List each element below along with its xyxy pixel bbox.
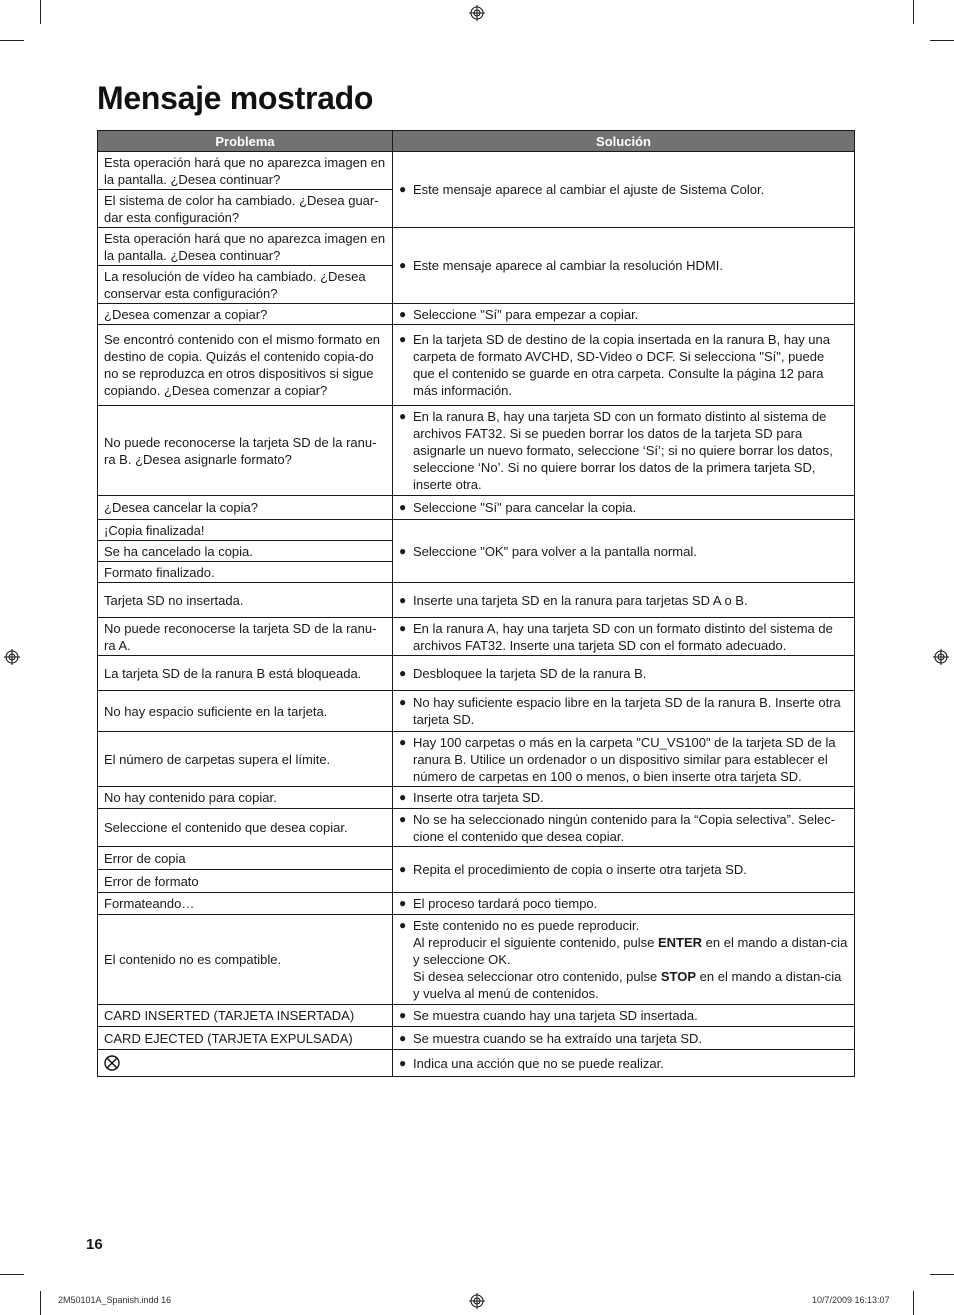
solution-cell: ● En la ranura A, hay una tarjeta SD con un formato distinto del sistema de archivos FAT32. Inserte una tarjeta SD con el formato adecuado.: [393, 618, 855, 656]
table-row: [98, 915, 855, 1005]
registration-mark-icon: [933, 649, 949, 665]
solution-cell: ● Se muestra cuando hay una tarjeta SD insertada.: [393, 1005, 855, 1027]
bullet-icon: ●: [399, 862, 407, 876]
crop-mark: [930, 1274, 954, 1275]
bullet-icon: ●: [399, 734, 407, 749]
table-row: [98, 691, 855, 732]
bullet-icon: ●: [399, 258, 407, 272]
bullet-icon: ●: [399, 306, 407, 321]
table-row: [98, 496, 855, 520]
problem-cell: No puede reconocerse la tarjeta SD de la ranu-ra B. ¿Desea asignarle formato?: [98, 406, 393, 496]
header-problem: Problema: [98, 131, 393, 152]
table-row: [98, 152, 855, 190]
table-row: [98, 304, 855, 325]
footer-filename: 2M50101A_Spanish.indd 16: [58, 1295, 172, 1305]
page-title: Mensaje mostrado: [97, 80, 374, 116]
solution-cell: ● No se ha seleccionado ningún contenido para la “Copia selectiva”. Selec-cione el contenido que desea copiar.: [393, 809, 855, 847]
problem-cell: [98, 1050, 393, 1077]
bullet-icon: ●: [399, 409, 407, 423]
bullet-icon: ●: [399, 1008, 407, 1022]
problem-cell: CARD INSERTED (TARJETA INSERTADA): [98, 1005, 393, 1027]
bullet-icon: ●: [399, 182, 407, 196]
problem-cell: ¿Desea comenzar a copiar?: [98, 304, 393, 325]
bullet-icon: ●: [399, 592, 407, 607]
crop-mark: [40, 0, 41, 24]
bullet-icon: ●: [399, 620, 407, 635]
problem-cell: El contenido no es compatible.: [98, 915, 393, 1005]
header-solution: Solución: [393, 131, 855, 152]
bullet-icon: ●: [399, 665, 407, 680]
problem-cell: La resolución de vídeo ha cambiado. ¿Desea conservar esta configuración?: [98, 266, 393, 304]
table-row: [98, 809, 855, 847]
bullet-icon: ●: [399, 332, 407, 346]
problem-cell: Formato finalizado.: [98, 562, 393, 583]
solution-cell: ● El proceso tardará poco tiempo.: [393, 893, 855, 915]
prohibited-icon: [104, 1055, 120, 1071]
registration-mark-icon: [469, 1293, 485, 1309]
problem-cell: No hay espacio suficiente en la tarjeta.: [98, 691, 393, 732]
problem-cell: Se encontró contenido con el mismo formato en destino de copia. Quizás el contenido copia-do no se reproduzca en otros dispositivos si sigue copiando. ¿Desea comenzar a copiar?: [98, 325, 393, 406]
crop-mark: [930, 40, 954, 41]
solution-cell: ● Indica una acción que no se puede realizar.: [393, 1050, 855, 1077]
solution-cell: ● En la ranura B, hay una tarjeta SD con un formato distinto al sistema de archivos FAT32. Si se pueden borrar los datos de la tarjeta SD para asignarle un nuevo formato, seleccione ‘Sí’; si no quiere borrar los datos, seleccione ‘No’. Si no quiere borrar los datos de la primera tarjeta SD, inserte otra.: [393, 406, 855, 496]
problem-cell: CARD EJECTED (TARJETA EXPULSADA): [98, 1027, 393, 1050]
table-row: [98, 893, 855, 915]
problem-cell: Formateando…: [98, 893, 393, 915]
problem-cell: ¡Copia finalizada!: [98, 520, 393, 541]
crop-mark: [40, 1291, 41, 1315]
table-row: [98, 1050, 855, 1077]
solution-cell: ● Hay 100 carpetas o más en la carpeta "CU_VS100" de la tarjeta SD de la ranura B. Utilice un ordenador o un dispositivo similar para establecer el número de carpetas en 100 o menos, o bien inserte otra tarjeta SD.: [393, 732, 855, 787]
solution-cell: ● Inserte una tarjeta SD en la ranura para tarjetas SD A o B.: [393, 583, 855, 618]
registration-mark-icon: [4, 649, 20, 665]
solution-cell: ● Este mensaje aparece al cambiar la resolución HDMI.: [393, 228, 855, 304]
table-row: [98, 732, 855, 787]
problem-cell: Esta operación hará que no aparezca imagen en la pantalla. ¿Desea continuar?: [98, 228, 393, 266]
messages-table: [97, 130, 855, 1077]
problem-cell: La tarjeta SD de la ranura B está bloqueada.: [98, 656, 393, 691]
table-row: [98, 520, 855, 541]
table-row: [98, 1027, 855, 1050]
table-header-row: [98, 131, 855, 152]
table-row: [98, 406, 855, 496]
bullet-icon: ●: [399, 543, 407, 558]
solution-cell: ● Este contenido no es puede reproducir. Al reproducir el siguiente contenido, pulse ENTER en el mando a distan-cia y seleccione OK. Si desea seleccionar otro contenido, pulse STOP en el mando a distan-cia y vuelva al menú de contenidos.: [393, 915, 855, 1005]
solution-cell: ● Seleccione "Sí" para empezar a copiar.: [393, 304, 855, 325]
bullet-icon: ●: [399, 1030, 407, 1045]
table-row: [98, 656, 855, 691]
problem-cell: El número de carpetas supera el límite.: [98, 732, 393, 787]
footer-timestamp: 10/7/2009 16:13:07: [812, 1295, 890, 1305]
solution-cell: ● Repita el procedimiento de copia o inserte otra tarjeta SD.: [393, 847, 855, 893]
solution-cell: ● Desbloquee la tarjeta SD de la ranura B.: [393, 656, 855, 691]
problem-cell: No hay contenido para copiar.: [98, 787, 393, 809]
crop-mark: [0, 1274, 24, 1275]
problem-cell: ¿Desea cancelar la copia?: [98, 496, 393, 520]
page-number: 16: [86, 1236, 103, 1253]
crop-mark: [913, 1291, 914, 1315]
problem-cell: Error de formato: [98, 870, 393, 893]
solution-cell: ● Seleccione "OK" para volver a la pantalla normal.: [393, 520, 855, 583]
solution-cell: ● Este mensaje aparece al cambiar el ajuste de Sistema Color.: [393, 152, 855, 228]
problem-cell: Se ha cancelado la copia.: [98, 541, 393, 562]
crop-mark: [0, 40, 24, 41]
table-row: [98, 325, 855, 406]
bullet-icon: ●: [399, 500, 407, 514]
bullet-icon: ●: [399, 896, 407, 910]
solution-cell: ● Inserte otra tarjeta SD.: [393, 787, 855, 809]
registration-mark-icon: [469, 5, 485, 21]
table-row: [98, 1005, 855, 1027]
problem-cell: Tarjeta SD no insertada.: [98, 583, 393, 618]
problem-cell: Error de copia: [98, 847, 393, 870]
table-row: [98, 787, 855, 809]
solution-cell: ● En la tarjeta SD de destino de la copia insertada en la ranura B, hay una carpeta de formato AVCHD, SD-Video o DCF. Si selecciona "Sí", puede que el contenido se guarde en otra carpeta. Consulte la página 12 para más información.: [393, 325, 855, 406]
table-row: [98, 583, 855, 618]
solution-cell: ● No hay suficiente espacio libre en la tarjeta SD de la ranura B. Inserte otra tarjeta SD.: [393, 691, 855, 732]
solution-cell: ● Se muestra cuando se ha extraído una tarjeta SD.: [393, 1027, 855, 1050]
table-row: [98, 228, 855, 266]
table-row: [98, 618, 855, 656]
problem-cell: Esta operación hará que no aparezca imagen en la pantalla. ¿Desea continuar?: [98, 152, 393, 190]
problem-cell: El sistema de color ha cambiado. ¿Desea guar-dar esta configuración?: [98, 190, 393, 228]
problem-cell: Seleccione el contenido que desea copiar.: [98, 809, 393, 847]
table-row: [98, 847, 855, 870]
bullet-icon: ●: [399, 918, 407, 932]
bullet-icon: ●: [399, 695, 407, 709]
solution-cell: ● Seleccione "Sí" para cancelar la copia.: [393, 496, 855, 520]
bullet-icon: ●: [399, 1055, 407, 1070]
crop-mark: [913, 0, 914, 24]
bullet-icon: ●: [399, 790, 407, 804]
bullet-icon: ●: [399, 811, 407, 826]
problem-cell: No puede reconocerse la tarjeta SD de la ranu-ra A.: [98, 618, 393, 656]
